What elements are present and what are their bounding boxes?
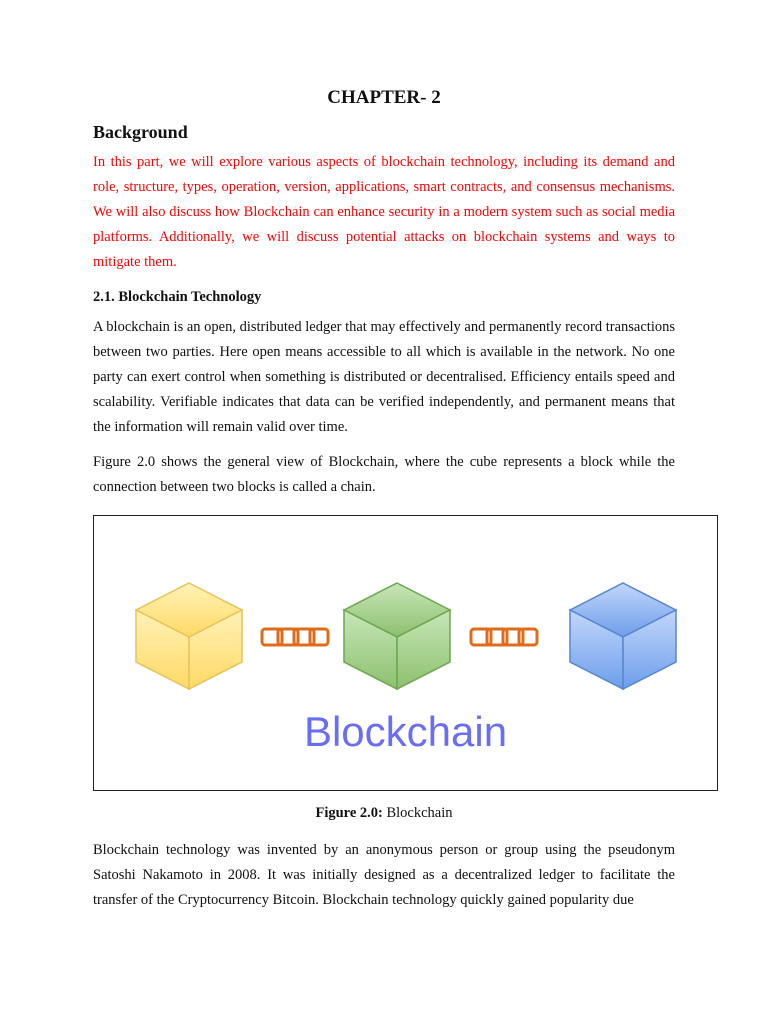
figure-caption-text: Blockchain — [382, 805, 453, 821]
figure-caption — [0, 805, 768, 822]
subsection-heading: 2.1. Blockchain Technology — [93, 289, 262, 305]
cube-yellow-icon — [136, 583, 242, 689]
chain-link-icon — [262, 629, 328, 645]
chain-link-icon — [471, 629, 537, 645]
intro-paragraph: In this part, we will explore various aspects of blockchain technology, including its demand and role, structure, types, operation, version, applications, smart contracts, and consensus mechanisms. We will also discuss how Blockchain can enhance security in a modern system such as social media platforms. Additionally, we will discuss potential attacks on blockchain systems and ways to mitigate them. — [93, 154, 675, 270]
cube-green-icon — [344, 583, 450, 689]
blockchain-figure — [93, 515, 718, 791]
figure-word: Blockchain — [303, 708, 508, 755]
paragraph-history: Blockchain technology was invented by an anonymous person or group using the pseudonym Satoshi Nakamoto in 2008. It was initially designed as a decentralized ledger to facilitate the transfer of the Cryptocurrency Bitcoin. Blockchain technology quickly gained popularity due — [93, 842, 675, 908]
section-heading: Background — [93, 122, 188, 142]
figure-caption-label: Figure 2.0: — [315, 805, 383, 821]
paragraph-figure-intro: Figure 2.0 shows the general view of Blockchain, where the cube represents a block while the connection between two blocks is called a chain. — [93, 454, 675, 495]
paragraph-definition: A blockchain is an open, distributed ledger that may effectively and permanently record transactions between two parties. Here open means accessible to all which is available in the network. No one party can exert control when something is distributed or decentralised. Efficiency entails speed and scalability. Verifiable indicates that data can be verified independently, and permanent means that the information will remain valid over time. — [93, 319, 675, 435]
cube-blue-icon — [570, 583, 676, 689]
chapter-title: CHAPTER- 2 — [327, 87, 441, 108]
